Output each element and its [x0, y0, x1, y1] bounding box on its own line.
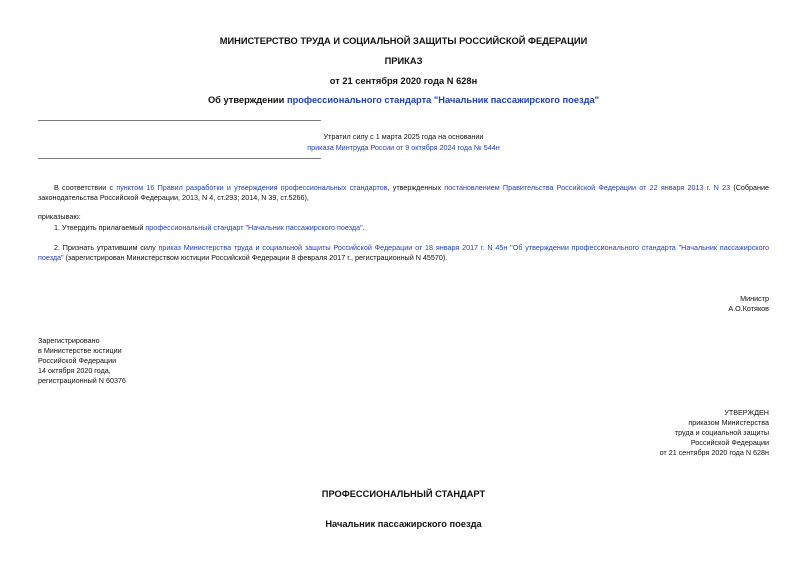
preamble-text-a: В соответствии с [54, 183, 117, 192]
doc-title [0, 95, 807, 105]
expiry-link-line [0, 143, 807, 153]
registration-line: Российской Федерации [38, 356, 117, 365]
item-2-text-a: 2. Признать утратившим силу [54, 243, 159, 252]
approval-line: УТВЕРЖДЕН [724, 408, 769, 417]
doc-title-prefix: Об утверждении [207, 95, 287, 105]
approval-line: приказом Министерства [688, 418, 769, 427]
doc-date-number: от 21 сентября 2020 года N 628н [329, 76, 478, 86]
divider-bottom [38, 158, 321, 159]
standard-heading: ПРОФЕССИОНАЛЬНЫЙ СТАНДАРТ [321, 489, 486, 499]
item-2 [38, 243, 769, 263]
approval-block [660, 408, 769, 458]
expiry-link[interactable]: приказа Минтруда России от 9 октября 2024 года № 544н [307, 143, 500, 152]
divider-top [38, 120, 321, 121]
item-1-text-a: 1. Утвердить прилагаемый [54, 223, 146, 232]
signature-block [728, 294, 769, 314]
registration-line: 14 октября 2020 года, [38, 366, 111, 375]
standard-name: Начальник пассажирского поезда [325, 519, 482, 529]
orders-line: приказываю: [38, 212, 81, 221]
approval-line: труда и социальной защиты [674, 428, 769, 437]
revoked-order-link[interactable]: приказ Министерства труда и социальной защиты Российской Федерации от 18 января 2017 г. N 45н "Об утверждении профессионального стандарта "Начальник пассажирского поезда" [38, 243, 769, 262]
expiry-notice: Утратил силу с 1 марта 2025 года на основании [323, 132, 484, 141]
item-1-text-b: . [362, 223, 365, 232]
government-decree-link[interactable]: постановлением Правительства Российской Федерации от 22 января 2013 г. N 23 [444, 183, 731, 192]
ministry-heading: МИНИСТЕРСТВО ТРУДА И СОЦИАЛЬНОЙ ЗАЩИТЫ РОССИЙСКОЙ ФЕДЕРАЦИИ [219, 36, 588, 46]
preamble-text-b: , утвержденных [387, 183, 445, 192]
doc-type-heading: ПРИКАЗ [384, 56, 423, 66]
approval-line: от 21 сентября 2020 года N 628н [659, 448, 769, 457]
preamble-text-c: (Собрание законодательства Российской Федерации, 2013, N 4, ст.293; 2014, N 39, ст.5266), [38, 183, 769, 202]
rules-link[interactable]: пунктом 16 Правил разработки и утверждения профессиональных стандартов [116, 183, 388, 192]
registration-line: Зарегистрировано [38, 336, 100, 345]
approval-line: Российской Федерации [690, 438, 769, 447]
registration-line: регистрационный N 60376 [38, 376, 126, 385]
item-1 [54, 223, 365, 233]
item-2-text-b: (зарегистрирован Министерством юстиции Российской Федерации 8 февраля 2017 г., регистрационный N 45570). [63, 253, 448, 262]
signature-name: А.О.Котяков [728, 304, 769, 313]
preamble-paragraph [38, 183, 769, 203]
registration-line: в Министерстве юстиции [38, 346, 122, 355]
signature-role: Министр [740, 294, 769, 303]
doc-title-link[interactable]: профессионального стандарта "Начальник пассажирского поезда" [286, 95, 600, 105]
registration-block [38, 336, 126, 386]
standard-link[interactable]: профессиональный стандарт "Начальник пассажирского поезда" [145, 223, 363, 232]
